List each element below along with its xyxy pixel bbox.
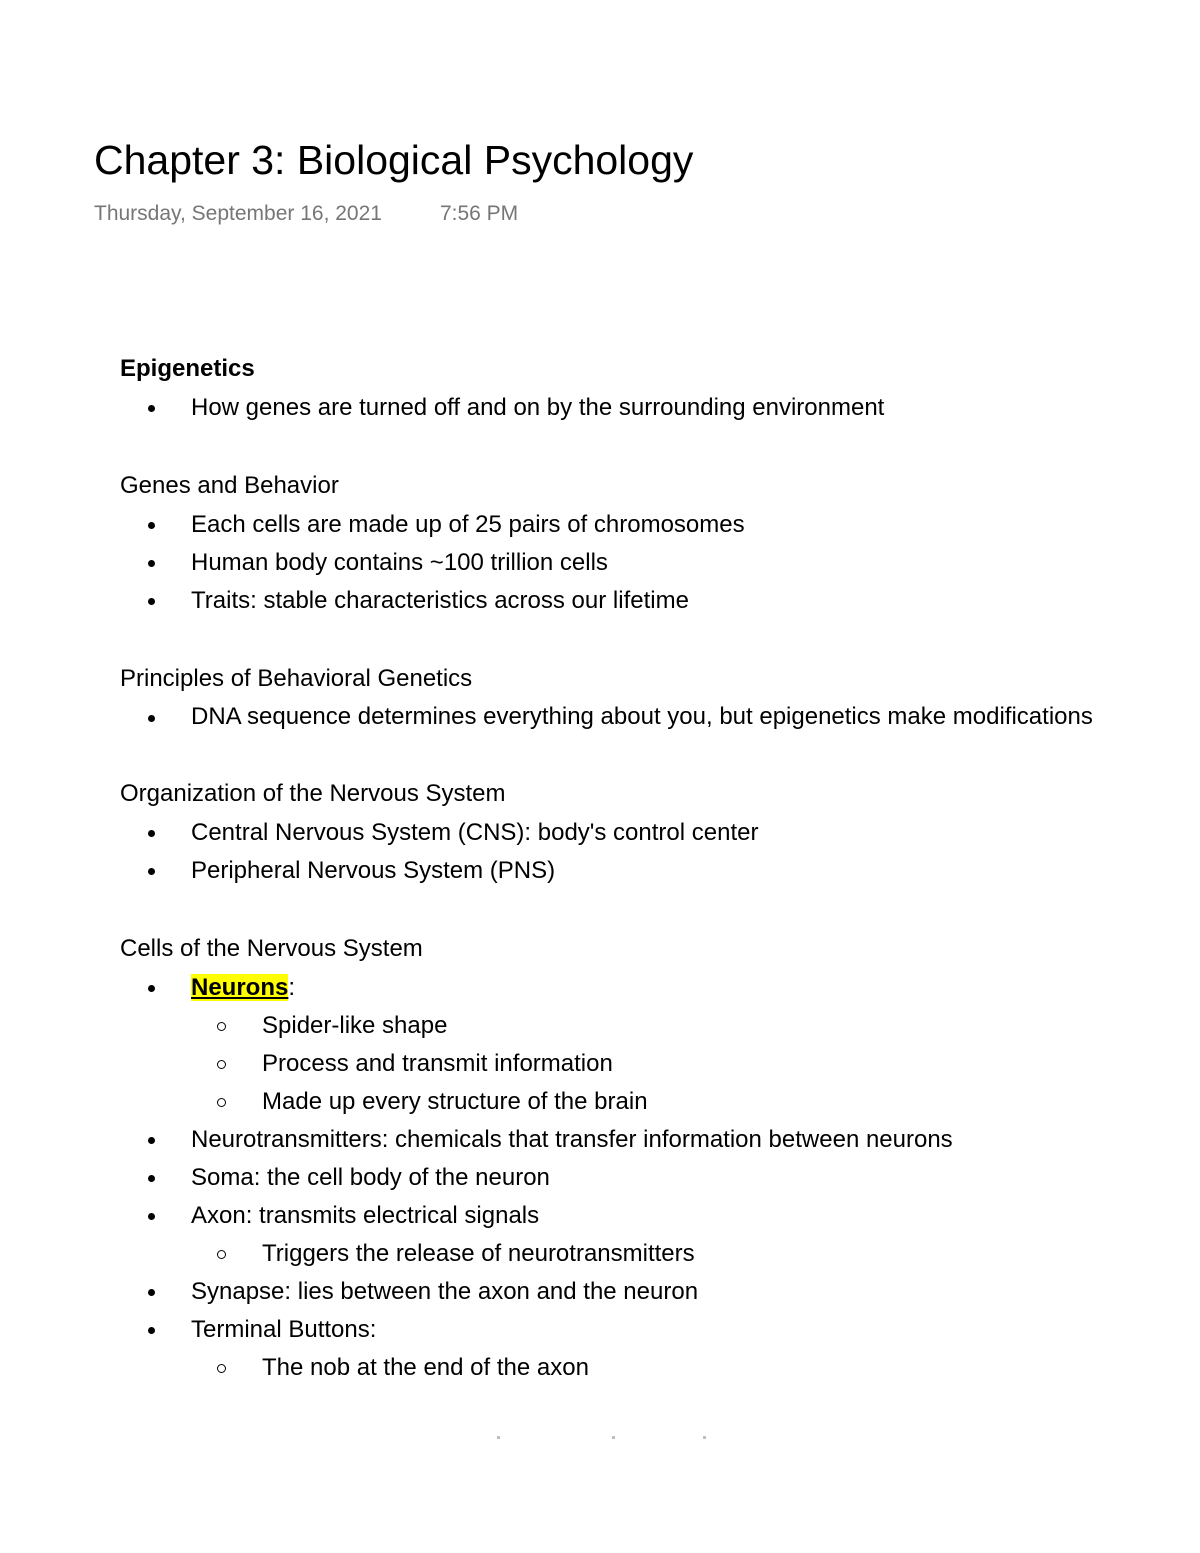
list-item: Traits: stable characteristics across our lifetime xyxy=(120,582,1140,620)
cutoff-text-fragment xyxy=(612,1436,615,1439)
list-item: Peripheral Nervous System (PNS) xyxy=(120,852,1140,890)
highlighted-term: Neurons xyxy=(191,974,289,1001)
section-behavioral-genetics xyxy=(120,659,1140,735)
section-epigenetics xyxy=(120,349,1140,427)
list-item: Synapse: lies between the axon and the neuron xyxy=(120,1273,1140,1311)
list-item: DNA sequence determines everything about you, but epigenetics make modifications xyxy=(120,699,1140,735)
section-genes-and-behavior xyxy=(120,466,1140,620)
list-item: Human body contains ~100 trillion cells xyxy=(120,544,1140,582)
list-item: Axon: transmits electrical signals xyxy=(120,1197,1140,1235)
note-metadata xyxy=(94,198,518,230)
sub-list-item: The nob at the end of the axon xyxy=(120,1349,1140,1387)
section-heading: Principles of Behavioral Genetics xyxy=(120,665,473,692)
list-item: Terminal Buttons: xyxy=(120,1311,1140,1349)
bullet-list xyxy=(120,969,1140,1387)
section-heading: Organization of the Nervous System xyxy=(120,780,506,807)
note-date: Thursday, September 16, 2021 xyxy=(94,202,382,225)
section-heading: Epigenetics xyxy=(120,355,255,382)
bullet-list xyxy=(120,699,1140,735)
cutoff-text-fragment xyxy=(703,1436,706,1439)
sub-list-item: Spider-like shape xyxy=(120,1007,1140,1045)
list-item-neurons xyxy=(120,969,1140,1007)
bullet-list xyxy=(120,389,1140,427)
page-title: Chapter 3: Biological Psychology xyxy=(94,137,694,183)
bullet-list xyxy=(120,506,1140,620)
section-nervous-system-cells xyxy=(120,929,1140,1387)
bullet-list xyxy=(120,814,1140,890)
list-item: Soma: the cell body of the neuron xyxy=(120,1159,1140,1197)
section-heading: Cells of the Nervous System xyxy=(120,935,423,962)
note-time: 7:56 PM xyxy=(439,202,519,225)
list-item: How genes are turned off and on by the surrounding environment xyxy=(120,389,1140,427)
list-item: Neurotransmitters: chemicals that transfer information between neurons xyxy=(120,1121,1140,1159)
note-body xyxy=(120,349,1140,1426)
list-item: Central Nervous System (CNS): body's control center xyxy=(120,814,1140,852)
section-heading: Genes and Behavior xyxy=(120,472,339,499)
section-nervous-system-organization xyxy=(120,774,1140,890)
cutoff-text-fragment xyxy=(497,1436,500,1439)
sub-list-item: Made up every structure of the brain xyxy=(120,1083,1140,1121)
term-suffix: : xyxy=(288,974,296,1001)
sub-list-item: Triggers the release of neurotransmitters xyxy=(120,1235,1140,1273)
sub-list-item: Process and transmit information xyxy=(120,1045,1140,1083)
list-item: Each cells are made up of 25 pairs of chromosomes xyxy=(120,506,1140,544)
